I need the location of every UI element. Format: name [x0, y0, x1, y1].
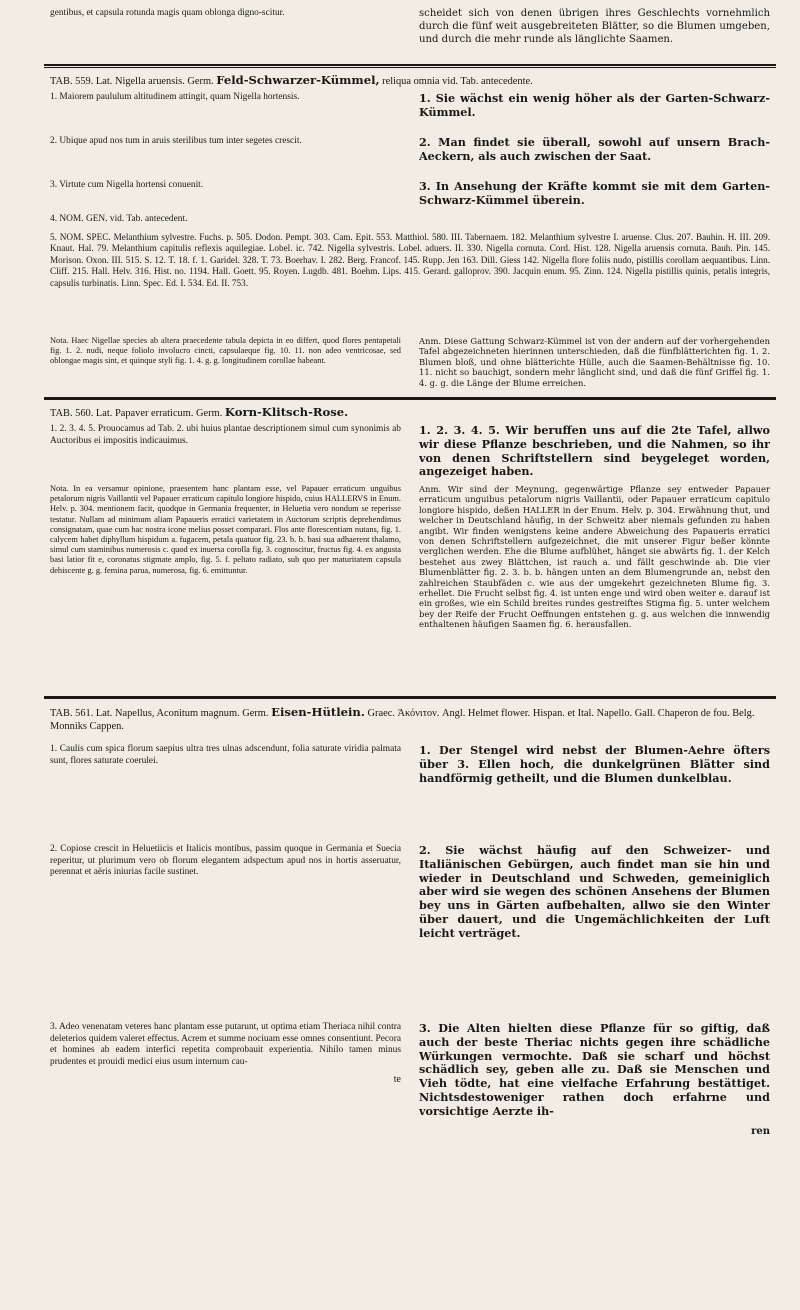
tab-561-latin-3: 3. Adeo venenatam veteres hanc plantam esse putarunt, ut optima etiam Theriaca nihil contra deleterios quidem valeret effectus. Acrem et summe nociuam esse omnes consentiunt. Pecora et homines ab eadem interfici repetita comprobauit experientia. Nihilo tamen minus prudentes et prouidi medici eius usum internum cau- [50, 1022, 401, 1067]
tab-560-heading [50, 406, 770, 420]
tab-559-note-latin: Nota. Haec Nigellae species ab altera praecedente tabula depicta in eo differt, quod flores pentapetali fig. 1. 2. nudi, neque foliolo involucro cincti, capsulaeque fig. 10. 11. non adeo ventricosae, sed oblongae magis sint, et quinque styli fig. 1. 4. g. g. longitudinem corollae habeant. [50, 336, 401, 366]
tab-559-nom-spec: 5. NOM. SPEC. Melanthium sylvestre. Fuchs. p. 505. Dodon. Pempt. 303. Cam. Epit. 553. Matthiol. 580. III. Tabernaem. 182. Melanthium sylvestre I. aruense. Clus. 207. Bauhin. H. III. 209. Knaut. Hal. 79. Melanthium capitulis reflexis aquilegiae. Lobel. ic. 742. Nigella sylvestris. Lobel. aduers. II. 330. Nigella cornuta. Cord. Hist. 128. Nigella aruensis cornuta. Bauh. Pin. 145. Morison. Oxon. III. 515. S. 12. T. 18. f. 1. Garidel. 328. T. 73. Boerhav. I. 282. Berg. Francof. 145. Rupp. Jen 163. Dill. Giess 142. Nigella flore foliis nudo, pistillis corollam aequantibus. Linn. Cliff. 215. Hall. Helv. 316. Hist. no. 1194. Hall. Goett. 95. Royen. Lugdb. 481. Boehm. Lips. 415. Gerard. galloprov. 390. Jacquin enum. 95. Zinn. 124. Nigella pistillis quinis, petalis integris, capsulis turbinatis. Linn. Spec. Ed. I. 534. Ed. II. 753. [50, 232, 770, 288]
catchword-latin: te [393, 1074, 401, 1086]
tab-561-title: TAB. 561. Lat. Napellus, Aconitum magnum. Germ. [50, 708, 269, 719]
tab-559-german [419, 92, 770, 214]
tab-560-note-latin: Nota. In ea versamur opinione, praesentem hanc plantam esse, vel Papauer erraticum unguibus petalorum nigris Vaillantii vel Papauer erraticum capitulo longiore hispido, cuius HALLERVS in Enum. Helv. p. 304. mentionem facit, quodque in Germania frequenter, in Heluetia vero nondum se reperisse testatur. Nullam ad minimum aliam Papaueris erratici varietatem in Auctorum scriptis deprehendimus consignatam, quae cum hac nostra icone melius posset comparari. Flos ante florescentiam nutans, fig. 1. calycem habet diphyllum hispidum a. fugacem, petala quatuor fig. 23. b. b. basi sua adhaerent thalamo, simul cum staminibus numerosis c. quod ex inuersa corolla fig. 3. cognoscitur, fructus fig. 4. ex angusta basi latior fit e, coronatus stigmate amplo, fig. 5. f. peltato radiato, sub quo per maturitatem capsula dehiscente g. g. femina parua, numerosa, fig. 6. emittuntur. [50, 484, 401, 575]
tab-559-reference: reliqua omnia vid. Tab. antecedente. [382, 76, 533, 87]
tab-560-german-1: 1. 2. 3. 4. 5. Wir beruffen uns auf die 2te Tafel, allwo wir diese Pflanze beschrieben, und die Nahmen, so ihr von denen Schriftstellern sind beygeleget worden, angezeiget haben. [419, 424, 770, 479]
tab-559-german-2: 2. Man findet sie überall, sowohl auf unsern Brach-Aeckern, als auch zwischen der Saat. [419, 135, 770, 163]
tab-559-latin-1: 1. Maiorem paululum altitudinem attingit, quam Nigella hortensis. [50, 92, 300, 102]
tab-560-title: TAB. 560. Lat. Papaver erraticum. Germ. [50, 408, 223, 419]
tab-559-latin-2: 2. Ubique apud nos tum in aruis sterilibus tum inter segetes crescit. [50, 136, 302, 146]
tab-559-latin [50, 92, 401, 214]
top-latin-text: gentibus, et capsula rotunda magis quam oblonga digno-scitur. [50, 8, 285, 18]
tab-559-note-german: Anm. Diese Gattung Schwarz-Kümmel ist von der andern auf der vorhergehenden Tafel abgezeichneten hierinnen unterschieden, daß die fünfblätterichten fig. 1. 2. Blumen bloß, und ohne blätterichte Hülle, auch die Saamen-Behältnisse fig. 10. 11. nicht so bauchigt, sondern mehr länglicht sind, und daß die fünf Griffel fig. 1. 4. g. g. die Länge der Blume erreichen. [419, 336, 770, 388]
tab-559-heading [50, 74, 770, 88]
tab-559-german-1: 1. Sie wächst ein wenig höher als der Garten-Schwarz-Kümmel. [419, 92, 770, 119]
tab-560-latin-1: 1. 2. 3. 4. 5. Prouocamus ad Tab. 2. ubi huius plantae descriptionem simul cum synonimis ab Auctoribus ei impositis indicauimus. [50, 424, 401, 446]
tab-559-latin-3: 3. Virtute cum Nigella hortensi conuenit. [50, 180, 204, 190]
top-continuation [50, 8, 770, 52]
tab-559-german-name: Feld-Schwarzer-Kümmel, [216, 73, 380, 87]
tab-559-body [50, 92, 770, 214]
tab-559-title: TAB. 559. Lat. Nigella aruensis. Germ. [50, 76, 214, 87]
tab-561-body [50, 744, 770, 1138]
tab-561-latin-1: 1. Caulis cum spica florum saepius ultra tres ulnas adscendunt, folia saturate viridia palmata sunt, flores saturate coerulei. [50, 744, 401, 766]
tab-561-german-3: 3. Die Alten hielten diese Pflanze für so giftig, daß auch der beste Theriac nichts gegen ihre schädliche Würkungen vermochte. Daß sie scharf und höchst schädlich sey, geben alle zu. Daß sie Menschen und Vieh tödte, hat eine vielfache Erfahrung bestättiget. Nichtsdestoweniger rathen doch erfahrne und vorsichtige Aerzte ih- [419, 1021, 770, 1118]
tab-559-notes [50, 336, 770, 388]
top-german-text: scheidet sich von denen übrigen ihres Geschlechts vornehmlich durch die fünf weit ausgebreiteten Blätter, so die Blumen umgeben, und durch die mehr runde als länglichte Saamen. [419, 8, 770, 45]
tab-559-german-3: 3. In Ansehung der Kräfte kommt sie mit dem Garten-Schwarz-Kümmel überein. [419, 179, 770, 207]
tab-560-note-german: Anm. Wir sind der Meynung, gegenwärtige Pflanze sey entweder Papauer erraticum unguibus petalorum nigris Vaillantii, oder Papauer erraticum capitulo longiore hispido, deßen HALLER in der Enum. Helv. p. 304. Erwähnung thut, und welcher in Deutschland häufig, in der Schweitz aber niemals gefunden zu haben angibt. Wir finden wenigstens keine andere Abweichung des Papaueris erratici von denen Schriftstellern aufgezeichnet, die mit unserer Figur beßer könnte verglichen werden. Ehe die Blume aufblühet, hänget sie abwärts fig. 1. der Kelch bestehet aus zwey Blättchen, ist rauch a. und fällt geschwinde ab. Die vier Blumenblätter fig. 2. 3. b. b. hängen unten an dem Blumengrunde an, nebst den zahlreichen Staubfäden c. wie aus der umgekehrt gezeichneten Blume fig. 3. erhellet. Die Frucht selbst fig. 4. ist unten enge und wird oben weiter e. darauf ist ein großes, wie ein Schild breites rundes gestreiftes Stigma fig. 5. unter welchem bey der Reife der Frucht Oeffnungen entstehen g. g. aus welchen die innwendig enthaltenen häufigen Saamen fig. 6. herausfallen. [419, 484, 770, 630]
tab-559-nom-gen: 4. NOM. GEN. vid. Tab. antecedent. [50, 214, 188, 224]
tab-561-german-1: 1. Der Stengel wird nebst der Blumen-Aehre öfters über 3. Ellen hoch, die dunkelgrünen Blätter sind handförmig getheilt, und die Blumen dunkelblau. [419, 744, 770, 785]
catchword-german: ren [751, 1125, 770, 1137]
tab-560-body [50, 424, 770, 485]
top-german [419, 8, 770, 52]
tab-561-heading [50, 706, 770, 733]
tab-560-german-name: Korn-Klitsch-Rose. [224, 405, 349, 419]
section-divider [44, 64, 776, 68]
section-divider [44, 397, 776, 400]
section-divider [44, 696, 776, 699]
tab-561-german [419, 744, 770, 1138]
tab-561-german-name: Eisen-Hütlein. [271, 705, 365, 719]
top-latin [50, 8, 401, 52]
tab-560-german [419, 424, 770, 485]
tab-560-notes [50, 484, 770, 630]
tab-561-synonyms: Graec. Ἀκόνιτον. Angl. Helmet flower. Hispan. et Ital. Napello. Gall. Chaperon de fou. Belg. Monniks Cappen. [50, 708, 755, 732]
tab-561-german-2: 2. Sie wächst häufig auf den Schweizer- und Italiänischen Gebürgen, auch findet man sie hin und wieder in Deutschland und Schweden, gemeiniglich aber wird sie wegen des schönen Ansehens der Blumen bey uns in Gärten aufbehalten, allwo sie den Winter über dauert, und die Ungemächlichkeiten der Luft leicht verträget. [419, 843, 770, 940]
tab-561-latin-2: 2. Copiose crescit in Heluetiicis et Italicis montibus, passim quoque in Germania et Suecia reperitur, ut plurimum vero ob florum elegantem adspectum apud nos in hortis asseruatur, perennat et aëris iniurias facile sustinet. [50, 844, 401, 878]
tab-560-latin [50, 424, 401, 485]
tab-561-latin [50, 744, 401, 1138]
